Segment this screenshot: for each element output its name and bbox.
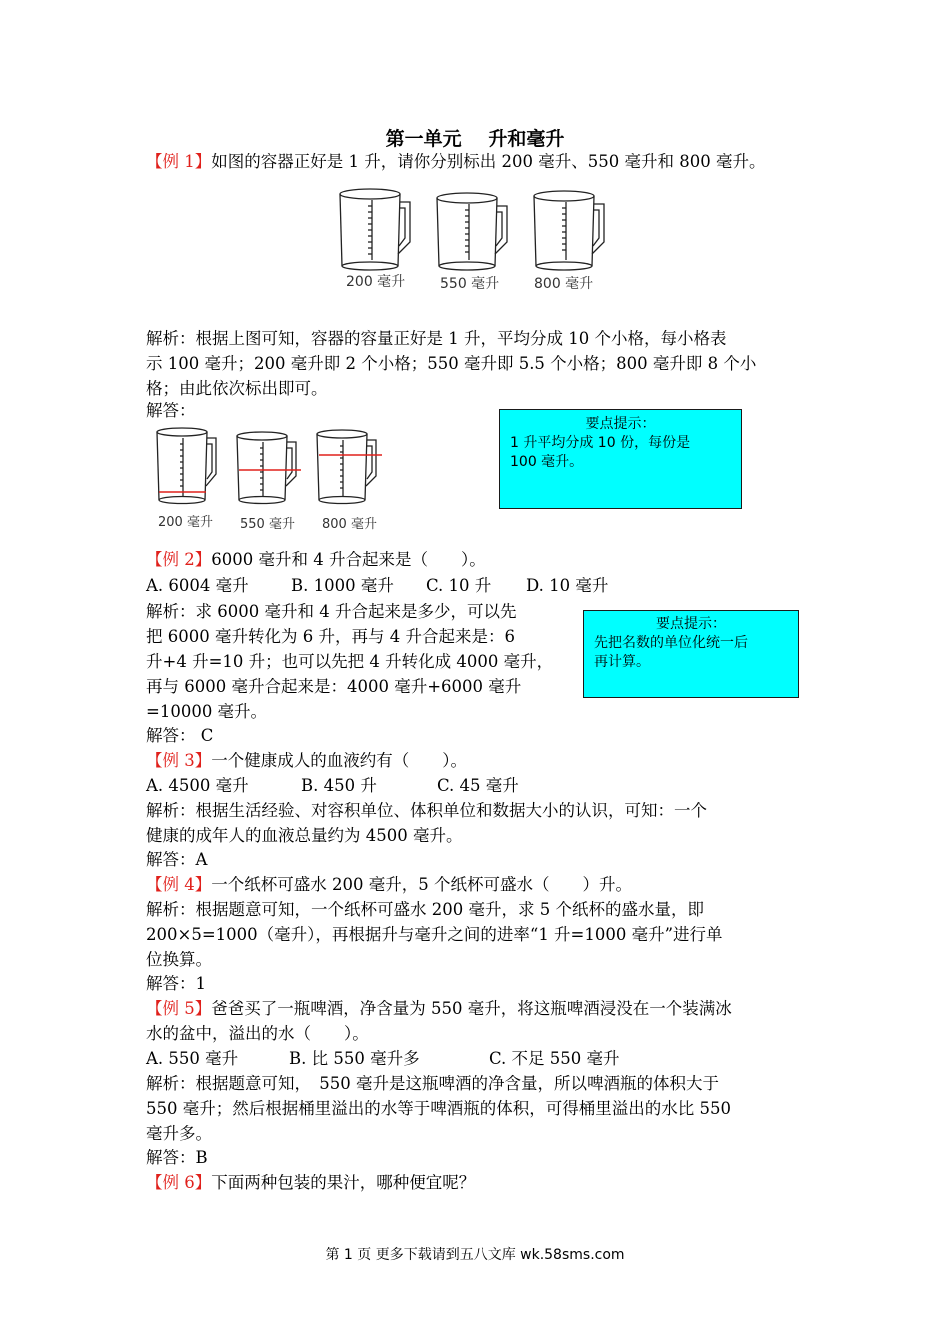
ex3-tag: 【例 3】	[146, 751, 212, 770]
unit-label: 第一单元	[385, 128, 462, 150]
cup-icon	[237, 432, 296, 504]
cup-icon	[317, 430, 376, 504]
cup-label: 550 毫升	[440, 276, 500, 292]
ex2-analysis-line: 升+4 升=10 升；也可以先把 4 升转化成 4000 毫升，	[146, 652, 554, 671]
ex3-answer: 解答：A	[146, 850, 208, 869]
option-a: A. 6004 毫升	[146, 576, 249, 595]
option-a: A. 550 毫升	[146, 1049, 239, 1068]
tip-text: 1 升平均分成 10 份，每份是	[510, 435, 691, 451]
ex3-question: 【例 3】一个健康成人的血液约有（ ）。	[146, 751, 467, 770]
ex5-analysis-line: 解析：根据题意可知， 550 毫升是这瓶啤酒的净含量，所以啤酒瓶的体积大于	[146, 1074, 719, 1093]
ex5-analysis-line: 550 毫升；然后根据桶里溢出的水等于啤酒瓶的体积，可得桶里溢出的水比 550	[146, 1099, 731, 1118]
option-d: D. 10 毫升	[526, 576, 609, 595]
tip-title: 要点提示：	[656, 616, 726, 632]
tip-text: 先把名数的单位化统一后	[594, 635, 748, 651]
tip-title: 要点提示：	[585, 416, 656, 432]
ex5-question: 【例 5】爸爸买了一瓶啤酒，净含量为 550 毫升，将这瓶啤酒浸没在一个装满冰	[146, 999, 732, 1018]
tip-box	[499, 409, 742, 509]
ex6-tag: 【例 6】	[146, 1173, 212, 1192]
unit-topic: 升和毫升	[488, 128, 565, 150]
cup-label: 800 毫升	[534, 276, 594, 292]
ex2-analysis-line: =10000 毫升。	[146, 702, 268, 721]
tip-box	[583, 610, 799, 698]
option-b: B. 1000 毫升	[291, 576, 394, 595]
ex4-analysis-line: 解析：根据题意可知，一个纸杯可盛水 200 毫升，求 5 个纸杯的盛水量，即	[146, 900, 704, 919]
option-a: A. 4500 毫升	[146, 776, 249, 795]
ex2-options	[146, 574, 608, 598]
ex4-analysis-line: 200×5=1000（毫升），再根据升与毫升之间的进率“1 升=1000 毫升”进行单	[146, 925, 723, 944]
cup-label: 550 毫升	[240, 517, 295, 532]
ex3-analysis-line: 解析：根据生活经验、对容积单位、体积单位和数据大小的认识，可知：一个	[146, 801, 707, 820]
cup-label: 200 毫升	[346, 274, 406, 290]
option-c: C. 45 毫升	[437, 776, 519, 795]
cup-icon	[534, 191, 604, 270]
ex2-analysis-line: 解析：求 6000 毫升和 4 升合起来是多少，可以先	[146, 602, 517, 621]
page-footer: 第 1 页 更多下载请到五八文库 wk.58sms.com	[325, 1247, 625, 1263]
ex6-question: 【例 6】下面两种包装的果汁，哪种便宜呢？	[146, 1173, 476, 1192]
option-c: C. 不足 550 毫升	[489, 1049, 620, 1068]
option-b: B. 比 550 毫升多	[289, 1049, 420, 1068]
measuring-cups-figure	[330, 178, 620, 296]
ex2-question: 【例 2】6000 毫升和 4 升合起来是（ ）。	[146, 550, 486, 569]
ex5-tag: 【例 5】	[146, 999, 212, 1018]
cup-icon	[340, 189, 410, 270]
tip-text: 100 毫升。	[510, 454, 584, 470]
ex5-options	[146, 1047, 620, 1071]
ex2-answer: 解答： C	[146, 726, 214, 745]
option-b: B. 450 升	[301, 776, 377, 795]
ex2-analysis-line: 再与 6000 毫升合起来是：4000 毫升+6000 毫升	[146, 677, 522, 696]
page-title	[0, 124, 950, 151]
option-c: C. 10 升	[426, 576, 492, 595]
ex2-analysis-line: 把 6000 毫升转化为 6 升，再与 4 升合起来是：6	[146, 627, 515, 646]
ex5-question-cont: 水的盆中，溢出的水（ ）。	[146, 1024, 369, 1043]
ex1-analysis-line: 解析：根据上图可知，容器的容量正好是 1 升，平均分成 10 个小格，每小格表	[146, 329, 727, 348]
ex4-answer: 解答：1	[146, 974, 206, 993]
ex2-tag: 【例 2】	[146, 550, 212, 569]
marked-cups-figure	[150, 422, 390, 534]
ex4-question: 【例 4】一个纸杯可盛水 200 毫升，5 个纸杯可盛水（ ）升。	[146, 875, 632, 894]
ex3-options	[146, 774, 519, 798]
ex1-question: 【例 1】如图的容器正好是 1 升，请你分别标出 200 毫升、550 毫升和 800 毫升。	[146, 152, 766, 171]
cup-icon	[437, 193, 507, 270]
ex1-tag: 【例 1】	[146, 152, 212, 171]
ex5-analysis-line: 毫升多。	[146, 1124, 212, 1143]
ex4-analysis-line: 位换算。	[146, 950, 212, 969]
tip-text: 再计算。	[594, 654, 650, 670]
ex1-analysis-line: 示 100 毫升；200 毫升即 2 个小格；550 毫升即 5.5 个小格；800 毫升即 8 个小	[146, 354, 757, 373]
ex1-analysis-line: 格；由此依次标出即可。	[146, 379, 328, 398]
cup-label: 200 毫升	[158, 515, 213, 530]
ex4-tag: 【例 4】	[146, 875, 212, 894]
ex5-answer: 解答：B	[146, 1148, 208, 1167]
ex1-answer-label: 解答：	[146, 401, 196, 420]
ex3-analysis-line: 健康的成年人的血液总量约为 4500 毫升。	[146, 826, 463, 845]
cup-label: 800 毫升	[322, 517, 377, 532]
